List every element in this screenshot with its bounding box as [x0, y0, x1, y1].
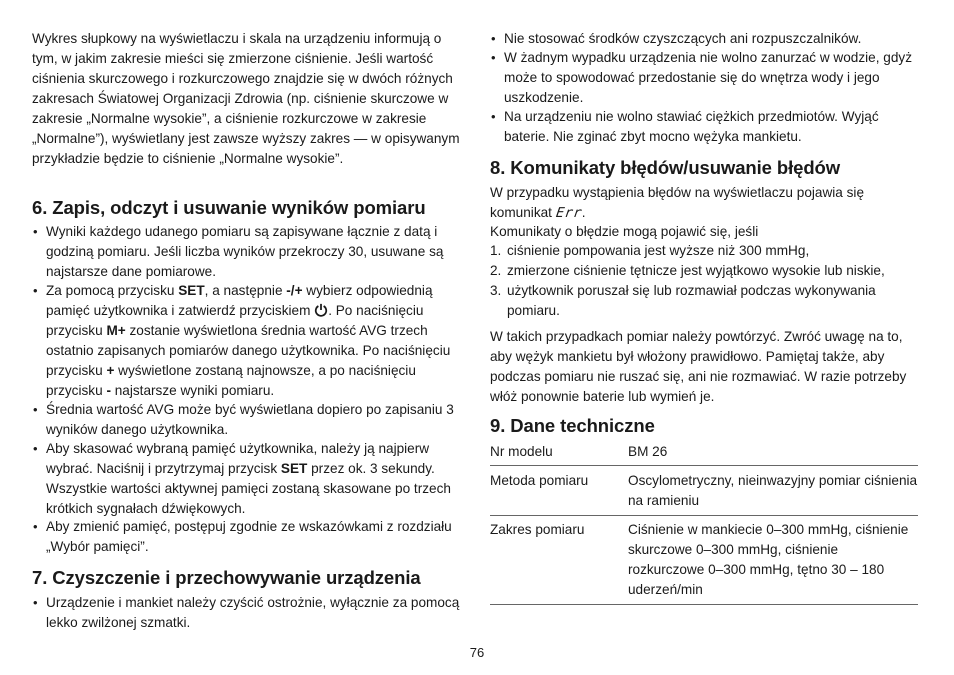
table-value: BM 26 [628, 440, 918, 466]
technical-data-table [490, 440, 918, 605]
bullet-dot: • [33, 595, 38, 610]
table-row [490, 516, 918, 605]
bullet-dot: • [33, 441, 38, 456]
table-value: Oscylometryczny, nieinwazyjny pomiar ciśnienia na ramieniu [628, 466, 918, 516]
page-number: 76 [469, 645, 485, 660]
section-7-bullet-2 [490, 29, 920, 49]
bullet-dot: • [491, 31, 496, 46]
text-run: Za pomocą przycisku [46, 283, 179, 298]
section-7-bullet-4 [490, 107, 920, 147]
section-7-heading: 7. Czyszczenie i przechowywanie urządzenia [32, 567, 421, 588]
error-code-display: Err [554, 205, 583, 221]
list-number: 3. [490, 283, 502, 298]
error-cause-item-2 [490, 261, 920, 281]
section-8-heading: 8. Komunikaty błędów/usuwanie błędów [490, 157, 841, 178]
section-6-heading: 6. Zapis, odczyt i usuwanie wyników pomiaru [32, 197, 426, 218]
text-run: . [581, 205, 586, 220]
text-run: wybierz odpowiednią pamięć użytkownika i zatwierdź przyciskiem [46, 283, 433, 318]
bullet-dot: • [33, 519, 38, 534]
text-run: , a następnie [204, 283, 287, 298]
bullet-text: Średnia wartość AVG może być wyświetlana dopiero po zapisaniu 3 wyników danego użytkownika. [46, 402, 454, 437]
section-6-bullet-2 [32, 281, 464, 401]
bullet-dot: • [33, 224, 38, 239]
section-8-intro [490, 183, 920, 223]
table-row [490, 466, 918, 516]
bullet-text: Na urządzeniu nie wolno stawiać ciężkich przedmiotów. Wyjąć baterie. Nie zginać zbyt mocno wężyka mankietu. [504, 109, 879, 144]
table-row [490, 440, 918, 466]
set-button-label: SET [280, 461, 308, 476]
bullet-text [46, 281, 464, 401]
bullet-text: Wyniki każdego udanego pomiaru są zapisywane łącznie z datą i godziną pomiaru. Jeśli liczba wyników przekroczy 30, usuwane są najstarsze dane pomiarowe. [46, 224, 444, 279]
bullet-dot: • [491, 50, 496, 65]
table-key: Metoda pomiaru [490, 466, 628, 516]
bullet-text: Nie stosować środków czyszczących ani rozpuszczalników. [504, 31, 862, 46]
bullet-dot: • [491, 109, 496, 124]
bullet-text: W żadnym wypadku urządzenia nie wolno zanurzać w wodzie, gdyż może to spowodować przedostanie się do wnętrza wody i jego uszkodzenie. [504, 50, 913, 105]
section-7-bullet-1 [32, 593, 464, 633]
section-9-heading: 9. Dane techniczne [490, 415, 655, 436]
minus-button-label: - [106, 383, 111, 398]
section-6-bullet-4 [32, 439, 464, 519]
section-6-bullet-5 [32, 517, 464, 557]
text-run: przez ok. 3 sekundy. Wszystkie wartości aktywnej pamięci zostaną skasowane po trzech krótkich sygnałach dźwiękowych. [46, 461, 451, 516]
section-8-conditions-intro: Komunikaty o błędzie mogą pojawić się, jeśli [490, 224, 759, 239]
text-run: zostanie wyświetlona średnia wartość AVG trzech ostatnio zapisanych pomiarów danego użytkownika. Po naciśnięciu przycisku [46, 323, 451, 378]
list-number: 1. [490, 243, 502, 258]
table-key: Nr modelu [490, 440, 628, 466]
text-run: . Po naciśnięciu przycisku [46, 303, 424, 338]
list-text: użytkownik poruszał się lub rozmawiał podczas wykonywania pomiaru. [507, 283, 876, 318]
bullet-text [46, 439, 464, 519]
power-icon [314, 303, 328, 317]
bullet-text: Aby zmienić pamięć, postępuj zgodnie ze wskazówkami z rozdziału „Wybór pamięci”. [46, 519, 452, 554]
section-6-bullet-1 [32, 222, 464, 282]
set-button-label: SET [178, 283, 205, 298]
text-run: Aby skasować wybraną pamięć użytkownika, należy ją najpierw wybrać. Naciśnij i przytrzymaj przycisk [46, 441, 430, 476]
list-number: 2. [490, 263, 502, 278]
intro-paragraph: Wykres słupkowy na wyświetlaczu i skala na urządzeniu informują o tym, w jakim zakresie mieści się zmierzone ciśnienie. Jeśli wartość ciśnienia skurczowego i rozkurczowego znajdzie się w dwóch różnych zakresach Światowej Organizacji Zdrowia (np. ciśnienie skurczowe w zakresie „Normalne wysokie”, a ciśnienie rozkurczowe w zakresie „Normalne”), wyświetlany jest zawsze wyższy zakres — w opisywanym przykładzie będzie to ciśnienie „Normalne wysokie”. [32, 31, 460, 166]
text-run: najstarsze wyniki pomiaru. [110, 383, 275, 398]
text-run: wyświetlone zostaną najnowsze, a po naciśnięciu przycisku [46, 363, 416, 398]
section-6-bullet-3 [32, 400, 464, 440]
text-run: W przypadku wystąpienia błędów na wyświetlaczu pojawia się komunikat [490, 185, 865, 220]
list-text: zmierzone ciśnienie tętnicze jest wyjątkowo wysokie lub niskie, [507, 263, 885, 278]
list-text: ciśnienie pompowania jest wyższe niż 300 mmHg, [507, 243, 810, 258]
plus-button-label: + [106, 363, 115, 378]
memory-plus-button-label: M+ [106, 323, 126, 338]
bullet-dot: • [33, 283, 38, 298]
error-cause-item-1 [490, 241, 920, 261]
section-7-bullet-3 [490, 48, 920, 108]
error-cause-item-3 [490, 281, 920, 321]
plus-minus-button-label: -/+ [286, 283, 303, 298]
table-key: Zakres pomiaru [490, 516, 628, 605]
bullet-text: Urządzenie i mankiet należy czyścić ostrożnie, wyłącznie za pomocą lekko zwilżonej szmatki. [46, 595, 460, 630]
bullet-dot: • [33, 402, 38, 417]
section-8-outro: W takich przypadkach pomiar należy powtórzyć. Zwróć uwagę na to, aby wężyk mankietu był włożony prawidłowo. Pamiętaj także, aby podczas pomiaru nie ruszać się, ani nie rozmawiać. W razie potrzeby włóż ponownie baterie lub wymień je. [490, 329, 907, 404]
table-value: Ciśnienie w mankiecie 0–300 mmHg, ciśnienie skurczowe 0–300 mmHg, ciśnienie rozkurczowe 0–300 mmHg, tętno 30 – 180 uderzeń/min [628, 516, 918, 605]
